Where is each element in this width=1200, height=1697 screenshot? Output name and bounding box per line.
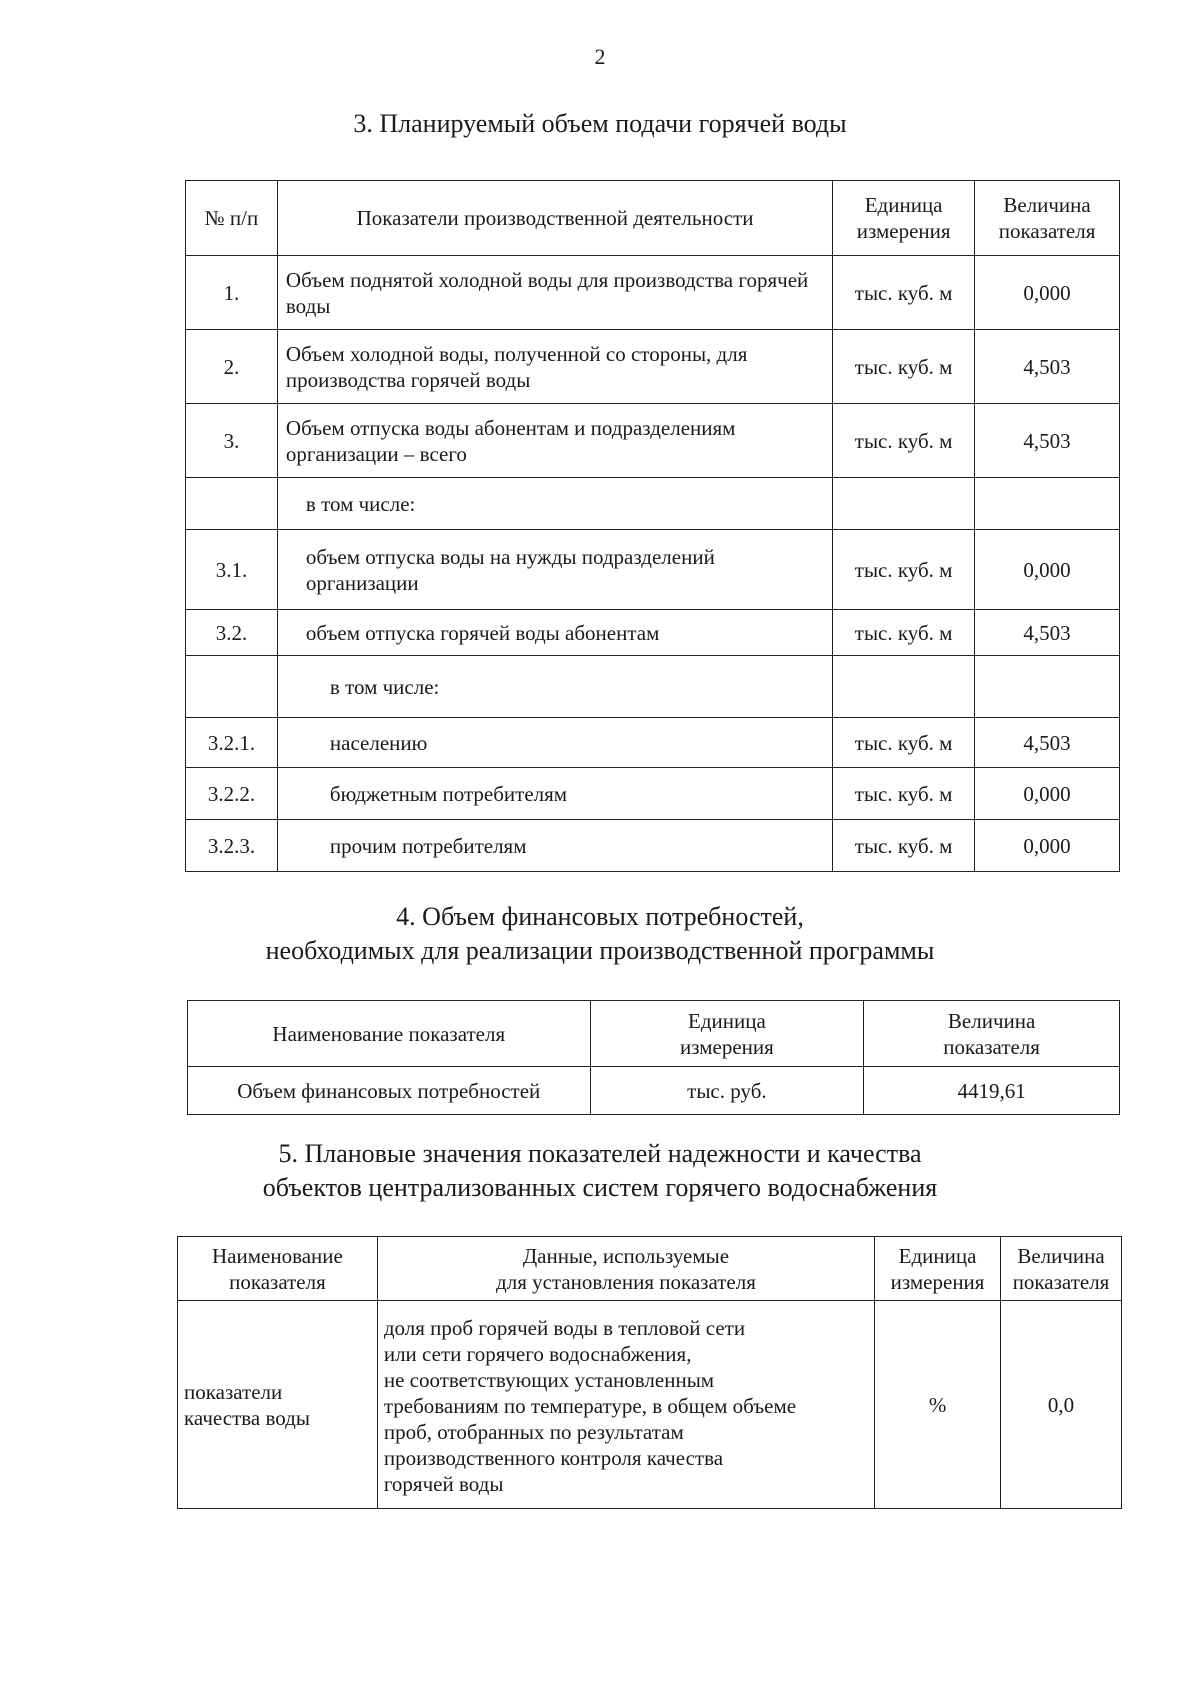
hot-water-volume-table (185, 180, 1120, 872)
row-data-line: требованиям по температуре, в общем объеме (383, 1393, 797, 1418)
row-name-line2: качества воды (184, 1405, 310, 1430)
row-label: в том числе: (277, 656, 832, 718)
row-unit (833, 656, 975, 718)
financial-needs-table (187, 1000, 1120, 1115)
table-row (186, 718, 1120, 768)
table-row (186, 478, 1120, 530)
row-value: 0,000 (975, 768, 1120, 820)
header-unit-line2: измерения (890, 1269, 985, 1294)
row-label: бюджетным потребителям (277, 768, 832, 820)
row-label: населению (277, 718, 832, 768)
row-unit: тыс. куб. м (833, 330, 975, 404)
table-row (186, 820, 1120, 872)
header-value-line2: показателя (998, 219, 1096, 243)
row-value: 4,503 (975, 404, 1120, 478)
row-unit (833, 478, 975, 530)
row-value: 4419,61 (864, 1067, 1120, 1115)
header-value (975, 181, 1120, 256)
row-unit: тыс. куб. м (833, 820, 975, 872)
row-unit: % (875, 1301, 1001, 1509)
row-unit: тыс. куб. м (833, 404, 975, 478)
header-name (178, 1237, 378, 1301)
header-value (1001, 1237, 1122, 1301)
header-data (377, 1237, 874, 1301)
row-num: 3.2.2. (186, 768, 278, 820)
table-row (186, 404, 1120, 478)
row-label: в том числе: (277, 478, 832, 530)
row-label: Объем отпуска воды абонентам и подразделениям организации – всего (277, 404, 832, 478)
table-header-row (186, 181, 1120, 256)
row-name (178, 1301, 378, 1509)
row-unit: тыс. руб. (590, 1067, 864, 1115)
header-unit-line1: Единица (898, 1243, 977, 1268)
header-unit (833, 181, 975, 256)
header-value-line2: показателя (943, 1034, 1040, 1059)
section5-title-line2: объектов централизованных систем горячего водоснабжения (262, 1173, 938, 1202)
header-unit (875, 1237, 1001, 1301)
row-data-line: не соответствующих установленным (383, 1367, 715, 1392)
row-data-line: проб, отобранных по результатам (383, 1419, 684, 1444)
section4-title-line1: 4. Объем финансовых потребностей, (396, 902, 804, 931)
row-num: 3.2.3. (186, 820, 278, 872)
reliability-quality-table (177, 1236, 1122, 1509)
header-value-line1: Величина (1003, 193, 1091, 217)
row-num (186, 656, 278, 718)
row-data-line: или сети горячего водоснабжения, (383, 1341, 692, 1366)
header-name-line1: Наименование (212, 1243, 343, 1268)
header-data-line1: Данные, используемые (522, 1243, 730, 1268)
header-value-line1: Величина (1017, 1243, 1105, 1268)
row-num (186, 478, 278, 530)
row-label: Объем холодной воды, полученной со стороны, для производства горячей воды (277, 330, 832, 404)
row-num: 3.2. (186, 610, 278, 656)
header-unit-line2: измерения (679, 1034, 774, 1059)
header-name: Наименование показателя (188, 1001, 591, 1067)
row-data-line: доля проб горячей воды в тепловой сети (383, 1315, 746, 1340)
header-unit-line1: Единица (864, 193, 943, 217)
table-row (186, 610, 1120, 656)
row-value: 4,503 (975, 610, 1120, 656)
header-value (864, 1001, 1120, 1067)
row-value: 4,503 (975, 330, 1120, 404)
header-unit (590, 1001, 864, 1067)
row-unit: тыс. куб. м (833, 530, 975, 610)
section3-title: 3. Планируемый объем подачи горячей воды (353, 109, 847, 138)
header-unit-line1: Единица (688, 1008, 766, 1033)
page-number: 2 (594, 44, 606, 69)
row-value: 0,000 (975, 820, 1120, 872)
row-value: 0,000 (975, 530, 1120, 610)
row-num: 3. (186, 404, 278, 478)
table-row (186, 256, 1120, 330)
table-row (178, 1301, 1122, 1509)
row-name-line1: показатели (184, 1379, 283, 1404)
row-label: прочим потребителям (277, 820, 832, 872)
table-header-row (178, 1237, 1122, 1301)
row-num: 3.2.1. (186, 718, 278, 768)
section5-title-line1: 5. Плановые значения показателей надежности и качества (278, 1139, 922, 1168)
table-row (186, 656, 1120, 718)
row-data (377, 1301, 874, 1509)
row-data-line: горячей воды (383, 1471, 504, 1496)
row-label: объем отпуска горячей воды абонентам (277, 610, 832, 656)
header-value-line1: Величина (947, 1008, 1036, 1033)
table-row (186, 530, 1120, 610)
row-label: Объем поднятой холодной воды для производства горячей воды (277, 256, 832, 330)
header-value-line2: показателя (1012, 1269, 1110, 1294)
row-unit: тыс. куб. м (833, 610, 975, 656)
table-row (186, 768, 1120, 820)
row-name: Объем финансовых потребностей (188, 1067, 591, 1115)
table-header-row (188, 1001, 1120, 1067)
row-value: 4,503 (975, 718, 1120, 768)
row-unit: тыс. куб. м (833, 718, 975, 768)
table-row (188, 1067, 1120, 1115)
row-label: объем отпуска воды на нужды подразделений организации (277, 530, 832, 610)
header-name-line2: показателя (229, 1269, 326, 1294)
row-num: 3.1. (186, 530, 278, 610)
row-num: 2. (186, 330, 278, 404)
row-value (975, 656, 1120, 718)
table-row (186, 330, 1120, 404)
row-unit: тыс. куб. м (833, 256, 975, 330)
section4-title-line2: необходимых для реализации производственной программы (265, 936, 935, 965)
header-data-line2: для установления показателя (496, 1269, 756, 1294)
row-value: 0,000 (975, 256, 1120, 330)
row-num: 1. (186, 256, 278, 330)
header-indicator: Показатели производственной деятельности (277, 181, 832, 256)
row-value (975, 478, 1120, 530)
header-num: № п/п (186, 181, 278, 256)
row-unit: тыс. куб. м (833, 768, 975, 820)
row-value: 0,0 (1001, 1301, 1122, 1509)
row-data-line: производственного контроля качества (383, 1445, 724, 1470)
header-unit-line2: измерения (856, 219, 951, 243)
